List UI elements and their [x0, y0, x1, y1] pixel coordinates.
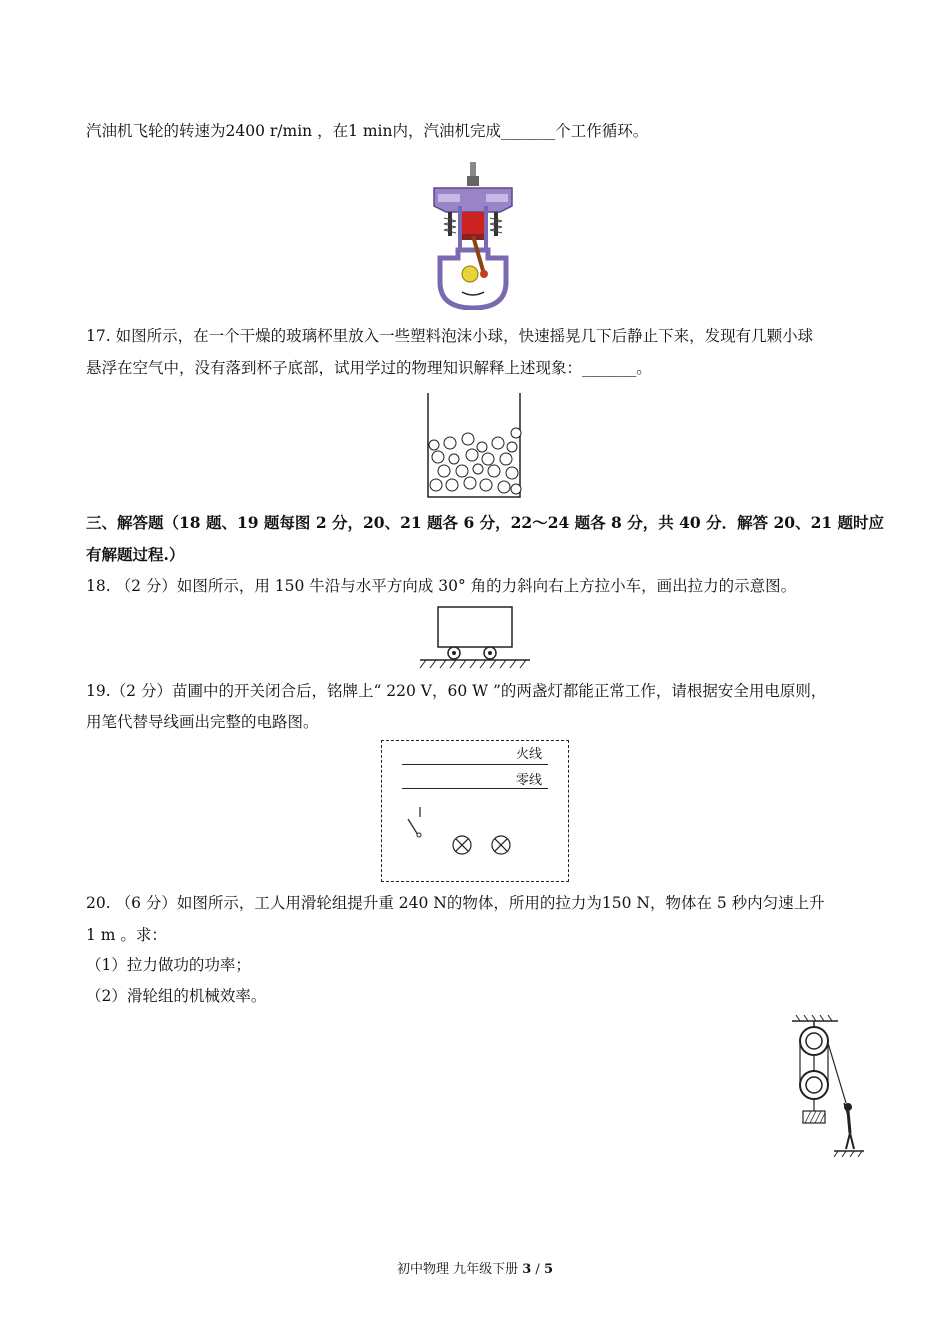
section3-heading-line1: 三、解答题（18 题、19 题每图 2 分，20、21 题各 6 分，22～24 题各 8 分，共 40 分．解答 20、21 题时应	[86, 513, 885, 532]
neutral-wire-label: 零线	[515, 773, 542, 788]
q18-text: 18. （2 分）如图所示，用 150 牛沿与水平方向成 30° 角的力斜向右上方拉小车，画出拉力的示意图。	[86, 577, 797, 595]
live-wire-label: 火线	[515, 747, 542, 762]
glass-with-balls-diagram	[420, 393, 528, 503]
page-footer	[0, 1258, 950, 1277]
switch-icon	[408, 807, 421, 837]
q20-line1: 20. （6 分）如图所示，工人用滑轮组提升重 240 N的物体，所用的拉力为150 N，物体在 5 秒内匀速上升	[86, 894, 825, 912]
q19-line1: 19.（2 分）苗圃中的开关闭合后，铭牌上“ 220 V，60 W ”的两盏灯都能正常工作，请根据安全用电原则，	[86, 682, 827, 700]
q20-line2: 1 m 。求：	[86, 926, 167, 944]
q17-line2: 悬浮在空气中，没有落到杯子底部，试用学过的物理知识解释上述现象：_______。	[86, 359, 652, 377]
q20-sub2: （2）滑轮组的机械效率。	[86, 987, 267, 1005]
q17-line1: 17. 如图所示，在一个干燥的玻璃杯里放入一些塑料泡沫小球，快速摇晃几下后静止下来，发现有几颗小球	[86, 327, 814, 345]
q20-sub1: （1）拉力做功的功率；	[86, 956, 251, 974]
circuit-box	[381, 740, 569, 882]
lamp-icon-1	[453, 836, 471, 854]
lamp-icon-2	[492, 836, 510, 854]
neutral-wire-line	[402, 788, 548, 789]
pulley-system-diagram	[790, 1015, 866, 1157]
cart-diagram	[418, 605, 533, 673]
switch-and-lamps	[404, 803, 544, 863]
live-wire-line	[402, 764, 548, 765]
engine-diagram	[428, 162, 518, 310]
footer-text: 初中物理 九年级下册	[396, 1262, 523, 1277]
q19-line2: 用笔代替导线画出完整的电路图。	[86, 713, 319, 731]
footer-separator: /	[531, 1262, 544, 1277]
footer-page-number: 3	[522, 1262, 532, 1277]
q16-tail-text: 汽油机飞轮的转速为2400 r/min ，在1 min内，汽油机完成_______个工作循环。	[86, 122, 649, 140]
footer-total-pages: 5	[543, 1262, 553, 1277]
section3-heading-line2: 有解题过程.）	[86, 545, 185, 564]
